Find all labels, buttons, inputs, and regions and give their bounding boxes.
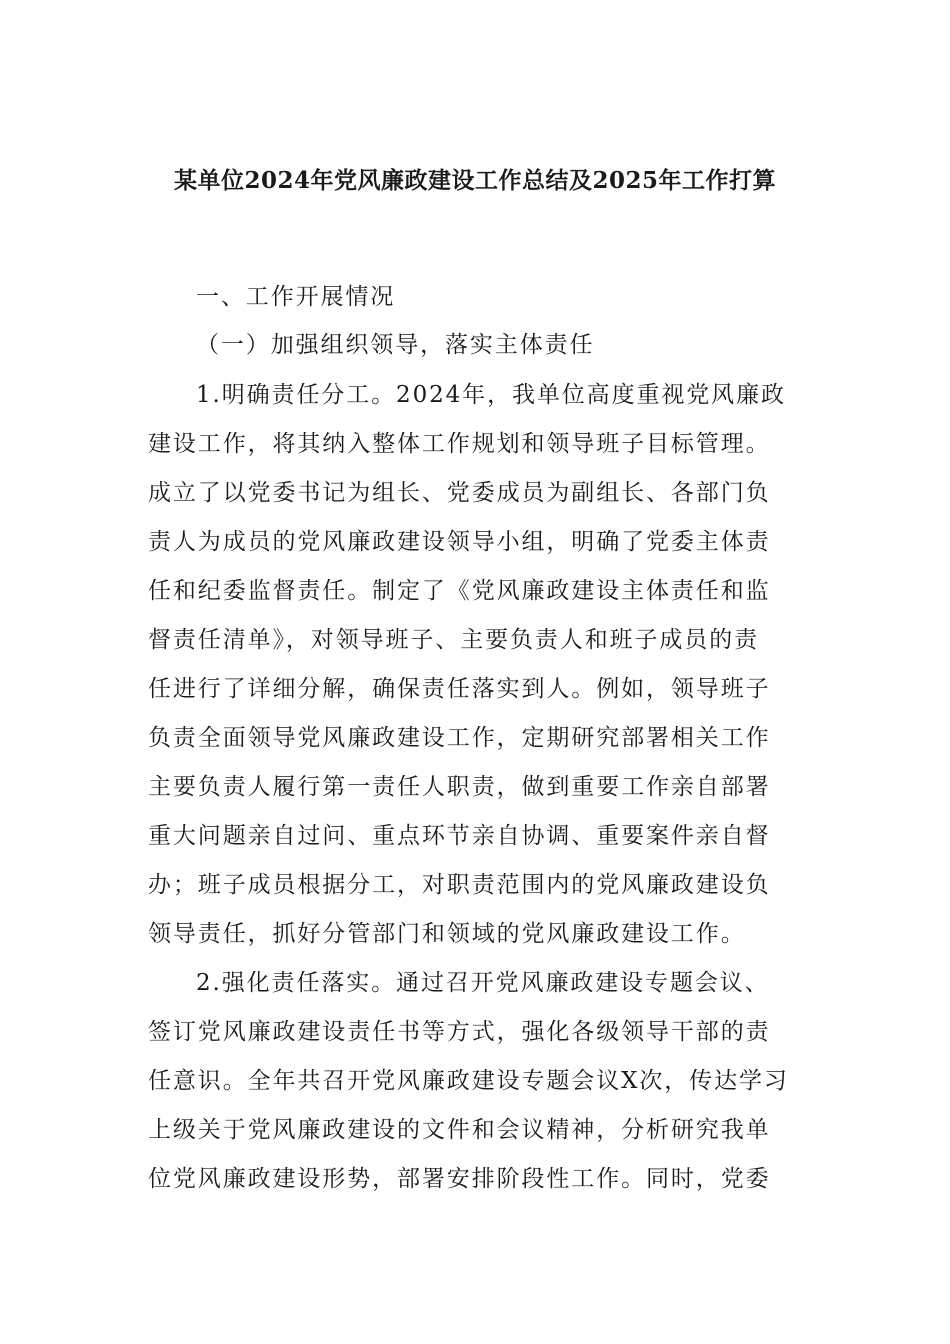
paragraph-1-line: 领导责任，抓好分管部门和领域的党风廉政建设工作。 [148,921,746,947]
paragraph-1-line: 负责全面领导党风廉政建设工作，定期研究部署相关工作 [148,725,771,751]
paragraph-1-line: 任进行了详细分解，确保责任落实到人。例如，领导班子 [148,676,771,702]
paragraph-1-line: 主要负责人履行第一责任人职责，做到重要工作亲自部署 [148,774,771,800]
paragraph-1-line: 督责任清单》，对领导班子、主要负责人和班子成员的责 [148,627,759,653]
section-heading: 一、工作开展情况 [196,284,396,310]
paragraph-1-line: 任和纪委监督责任。制定了《党风廉政建设主体责任和监 [148,578,771,604]
paragraph-2-line: 位党风廉政建设形势，部署安排阶段性工作。同时，党委 [148,1166,771,1192]
paragraph-1-line: 成立了以党委书记为组长、党委成员为副组长、各部门负 [148,480,771,506]
paragraph-1-line: 责人为成员的党风廉政建设领导小组，明确了党委主体责 [148,529,771,555]
paragraph-2-line: 2.强化责任落实。通过召开党风廉政建设专题会议、 [196,970,770,996]
paragraph-2-line: 签订党风廉政建设责任书等方式，强化各级领导干部的责 [148,1019,771,1045]
paragraph-1-line: 重大问题亲自过问、重点环节亲自协调、重要案件亲自督 [148,823,771,849]
paragraph-1-line: 1.明确责任分工。2024年，我单位高度重视党风廉政 [196,382,786,408]
subsection-heading: （一）加强组织领导，落实主体责任 [196,332,595,358]
paragraph-2-line: 上级关于党风廉政建设的文件和会议精神，分析研究我单 [148,1117,771,1143]
paragraph-1-line: 办；班子成员根据分工，对职责范围内的党风廉政建设负 [148,872,771,898]
paragraph-1-line: 建设工作，将其纳入整体工作规划和领导班子目标管理。 [148,431,771,457]
paragraph-2-line: 任意识。全年共召开党风廉政建设专题会议X次，传达学习 [148,1068,789,1094]
document-title: 某单位2024年党风廉政建设工作总结及2025年工作打算 [173,167,777,194]
